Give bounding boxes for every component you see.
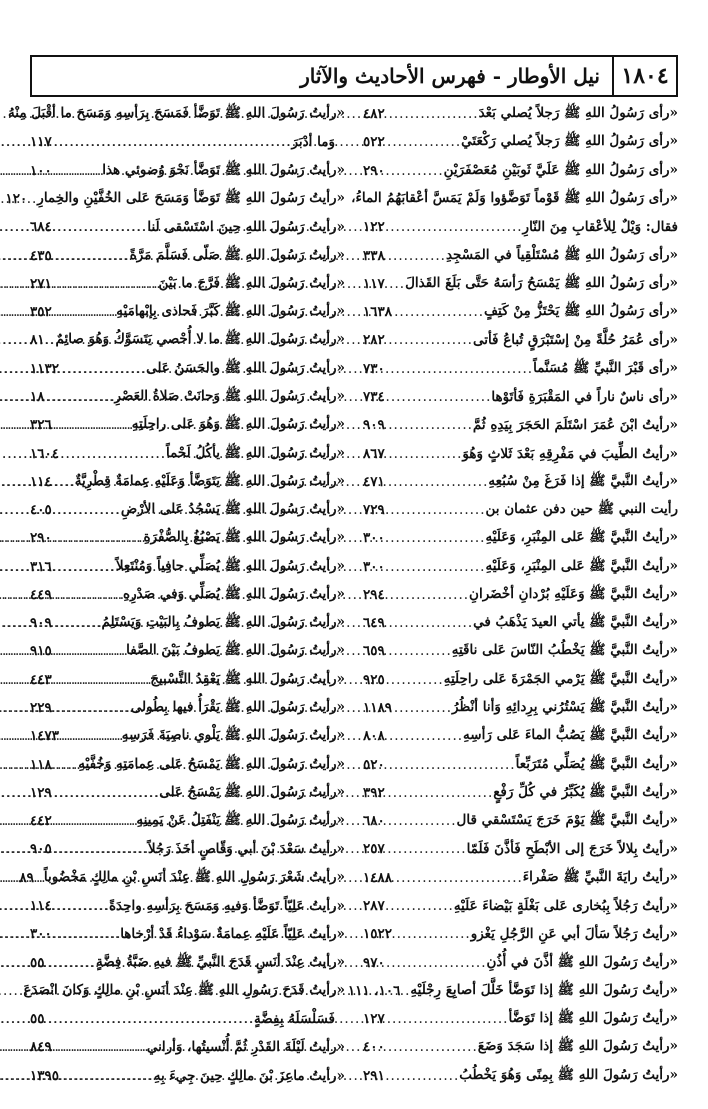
leader-dots [394,700,452,716]
entry-text: «رأيتُ النَّبيَّ ﷺ يأتي العيدَ يَذْهَبُ في [473,614,678,631]
leader-dots [54,700,131,716]
entry-text: «رأى رَسُولُ اللهِ ﷺ رَجلاً يُصلي رَكْعَتَيْ [461,133,678,150]
leader-dots [54,898,109,914]
entry-text: «رأيتُ النَّبيَّ ﷺ عَلى المِنْبَرِ، وَعَلَيْهِ [485,529,678,546]
entry-page-number: ٦٨٠ [363,813,385,830]
entry-text: «رأيتُ لَيْلَةَ القَدْرِ ثُمَّ أُنْسيتُها، وَأراني [146,1039,345,1056]
index-entry [363,128,678,156]
entry-text: «رأى رَسُولُ اللهِ ﷺ قَوْماً تَوَضَّؤوا وَلَمْ يَمَسَّ أعْقابَهُمُ الماءُ، [351,189,678,206]
entry-page-number: ٤٧١ [363,473,385,490]
leader-dots [54,841,148,857]
entry-text: «رأيتُ رَسُولَ اللهِ ﷺ صَلّى فَسَلَّمَ مَرَّةً [129,246,345,263]
entry-text: «رأى رَسُولُ اللهِ ﷺ يَمْسَحُ رَأسَهُ حَتَّى بَلَغَ القَذالَ [405,274,678,291]
index-entry [363,807,678,835]
entry-page-number: ٢٩١ [363,1067,385,1084]
leader-dots [387,361,533,377]
index-entry [363,1062,678,1090]
leader-dots [387,219,523,235]
entry-text: «رأيتُ النَّبيَّ ﷺ عَلى المِنْبَرِ، وَعَلَيْهِ [485,557,678,574]
entry-page-number: ١١٨٩ [363,700,393,717]
entry-text: «رأيتُ النَّبيَّ ﷺ وَعَلَيْهِ بُرْدانِ أخْضَرانِ [469,585,678,602]
entry-page-number: ٥٥ [30,1011,45,1028]
entry-text: «رأى رَسُولُ اللهِ ﷺ مُسْتَلْقِياً في المَسْجِدِ [445,246,678,263]
leader-dots [54,587,123,603]
entry-text: «رأيتُ بِلالاً خَرَجَ إلى الأبْطَحِ فَأذَّنَ فَلَمّا [466,841,678,858]
entry-page-number: ٣٠٠ [30,926,52,943]
entry-page-number: ٤٤٣ [30,671,52,688]
entry-text: «رأيتُ رَسُولَ اللهِ ﷺ فَرَّجَ ما بَيْنَ [158,274,345,291]
index-entry [363,666,678,694]
leader-dots [54,276,159,292]
index-entry [363,100,678,128]
entry-text: «رأى رَسُولُ اللهِ ﷺ يَحْتَزُّ مِنْ كَتِفٍ [484,303,678,320]
leader-dots [61,728,122,744]
index-entry [363,581,678,609]
entry-text: «رأيتُ رَسُولَ اللهِ ﷺ وَحانَتْ صَلاةُ العَصْرِ [114,387,345,404]
entry-page-number: ١٨ [30,388,45,405]
entry-text: «رأيتُ النَّبيَّ ﷺ يُكَبِّرُ في كُلِّ رَفْعٍ [493,783,678,800]
index-entry [363,948,678,976]
leader-dots [36,870,44,886]
index-entry [30,411,345,439]
leader-dots [61,1068,154,1084]
entry-page-number: ٥٢٠ [363,756,385,773]
entry-text: «رأيتُ ابْنَ عُمَرَ اسْتَلَمَ الحَجَرَ بِيَدِهِ ثُمَّ [472,417,678,434]
index-entry [30,439,345,467]
leader-dots [387,841,467,857]
entry-page-number: ٢٩٠ [30,530,52,547]
entry-page-number: ٣٢٦ [30,417,52,434]
entry-text: «رأيتُ رَسُولَ اللهِ ﷺ تَوَضَّأ وَمَسَحَ عَلى الخُفَّيْنِ والخِمارِ [37,189,345,206]
leader-dots [402,983,410,999]
page-header [30,55,678,97]
entry-text: «رأيتُ سَعْدَ بْنَ أبي وَقّاصٍ أخَذَ رَجُلاً [147,841,345,858]
leader-dots [387,389,492,405]
index-entry [363,213,678,241]
right-column [347,100,678,1090]
entry-page-number: ٣١٦ [30,558,52,575]
entry-page-number: ٢٩٠ [363,162,385,179]
index-entry [363,157,678,185]
index-entry [363,496,678,524]
entry-text: «رأيتُ رَسُولَ اللهِ ﷺ يَنْفَتِلُ عَنْ يَمِينِهِ [136,812,345,829]
index-entry [30,637,345,665]
entry-page-number: ٢٢٩ [30,700,52,717]
entry-text: «رأيتُ رَسُولَ اللهِ حِينَ اسْتَسْقى لَنا [147,219,345,236]
index-entry [363,779,678,807]
index-entry [30,157,345,185]
index-entry [30,355,345,383]
entry-text: «رأيتُ رَسُولَ اللهِ ﷺ ما لا أُحْصي يَتَسَوَّكُ وَهُوَ صائِمٌ [55,331,345,348]
leader-dots [387,1068,460,1084]
entry-text: «رأيتُ رَسُولَ اللهِ ﷺ يُصَلِّي حافِياً وَمُنْتَعِلاً [115,557,345,574]
index-entry [30,496,345,524]
index-entry [30,750,345,778]
index-entry [30,298,345,326]
index-entry [363,920,678,948]
leader-dots [54,672,150,688]
index-entry-continuation [30,128,345,156]
entry-text: «رأيتُ قَدَحَ رَسُولِ اللهِ ﷺ عِنْدَ أنَسِ بْنِ مالِكٍ وَكانَ انْصَدَعَ [23,981,345,998]
leader-dots [387,813,457,829]
entry-page-number: ١٢٧ [363,1011,385,1028]
entry-text: فقال: وَيْلٌ لِلأعْقابِ مِنَ النّارِ [522,219,678,236]
leader-dots [387,332,473,348]
entry-page-number: ٢٧١ [30,275,52,292]
entry-page-number: ٨٩ [19,869,34,886]
entry-text: «رأيتُ رَسُولَ اللهِ ﷺ يَعْقِدُ التَّسْبيحَ [150,670,345,687]
entry-text: «رأيتُ رَسُولَ اللهِ ﷺ يَطوفُ بِالبَيْتِ وَيَسْتَلِمُ [101,614,345,631]
leader-dots [387,163,444,179]
entry-page-number: ٧٣٠ [363,360,385,377]
index-entry [351,185,678,213]
entry-text: «رأيتُ رَسُولَ اللهِ ﷺ تَوَضَّأ فَمَسَحَ بِرَأسِهِ وَمَسَحَ ما أقْبَلَ مِنْهُ [8,105,345,122]
index-entry [30,581,345,609]
entry-page-number: ٩٢٥ [363,671,385,688]
entry-page-number: ١١٧ [363,275,385,292]
entry-page-number: ٥٥ [30,954,45,971]
index-entry [363,637,678,665]
index-entry [363,1005,678,1033]
leader-dots [387,530,486,546]
leader-dots [54,417,132,433]
entry-text: رأيت النبي ﷺ حين دفن عثمان بن [485,501,678,518]
leader-dots [54,502,121,518]
leader-dots [394,870,523,886]
leader-dots [47,1011,255,1027]
entry-text: «رأيتُ النَّبيَّ ﷺ يَرْمي الجَمْرَةَ عَلى راحِلَتِهِ [443,670,678,687]
entry-page-number: ٦٨٤ [30,219,52,236]
entry-page-number: ١٠٦، ١١١ [347,982,401,999]
index-entry [363,722,678,750]
leader-dots [54,163,102,179]
leader-dots [54,219,148,235]
leader-dots [54,304,117,320]
page-number: ١٨٠٤ [612,57,676,95]
entry-page-number: ١٤٧٣ [30,728,60,745]
index-entry [363,326,678,354]
entry-page-number: ٣٥٢ [30,304,52,321]
entry-text: «رأيتُ رَسُولَ اللهِ ﷺ يَمْسَحُ عَلى [159,783,345,800]
entry-text: «رأيتُ رَجُلاً بِبُخارى عَلى بَغْلَةٍ بَيْضاءَ عَلَيْهِ [453,898,678,915]
entry-text: «رأيتُ رَسُولَ اللهِ ﷺ بِمِنًى وَهُوَ يَخْطُبُ [459,1066,678,1083]
leader-dots [54,926,120,942]
entry-page-number: ١٦٠٤ [30,445,60,462]
index-entry [30,241,345,269]
leader-dots [54,813,137,829]
entry-text: «رأيتُ النَّبيَّ ﷺ يَخْطُبُ النّاسَ عَلى ناقَتِهِ [451,642,678,659]
leader-dots [61,446,166,462]
entry-text: فَسَلْسَلَهُ بِفِضَّةٍ [254,1011,335,1028]
entry-page-number: ١٣٩٥ [30,1067,60,1084]
entry-page-number: ٤٤٢ [30,813,52,830]
index-entry [23,977,345,1005]
index-entry [30,468,345,496]
leader-dots [387,474,489,490]
index-entry [363,835,678,863]
entry-page-number: ٢٩٤ [363,586,385,603]
entry-text: «رأيتُ رَسُولَ اللهِ ﷺ يَتَوَضَّأ وَعَلَيْهِ عِمامَةٌ قِطْرِيَّةٌ [74,472,345,489]
index-entry [30,666,345,694]
entry-text: «رأى عُمَرُ حُلَّةً مِنْ إسْتَبْرَقٍ تُباعُ فَأتى [472,332,678,349]
index-entry [363,750,678,778]
entry-page-number: ٤٠٠ [363,1039,385,1056]
index-entry [30,835,345,863]
entry-page-number: ٨٤٩ [30,1039,52,1056]
index-entry [30,383,345,411]
index-entry [363,439,678,467]
entry-page-number: ١١٧ [30,134,52,151]
leader-dots [387,106,479,122]
leader-dots [387,248,446,264]
index-entry [8,100,345,128]
entry-text: وَما أدْبَرَ [291,134,335,151]
entry-page-number: ٣٩٢ [363,784,385,801]
index-entry [363,270,678,298]
entry-page-number: ٥٢٢ [363,134,385,151]
entry-page-number: ٤٤٩ [30,586,52,603]
leader-dots [394,926,471,942]
leader-dots [387,559,486,575]
leader-dots [47,389,115,405]
entry-text: «رأى ناسٌ ناراً في المَقْبَرَةِ فَأتَوْها [491,388,678,405]
index-entry [363,1033,678,1061]
entry-text: «رأيتُ عَلِيّاً تَوَضَّأ وَفيهِ وَمَسَحَ بِرَأسِهِ واحِدَةً [108,898,345,915]
entry-page-number: ٨١ [30,332,45,349]
entry-page-number: ٧٢٩ [363,502,385,519]
entry-text: «رأيتُ النَّبيَّ ﷺ يَسْتُرُني بِرِدائِهِ وَأنا أنْظُرُ [452,699,678,716]
entry-text: «رأيتُ الطِّيبَ في مَفْرِقِهِ بَعْدَ ثَلاثٍ وَهُوَ [462,445,678,462]
leader-dots [54,530,144,546]
entry-page-number: ١١٨ [30,756,52,773]
entry-page-number: ١٢٢ [363,219,385,236]
entry-page-number: ١١٤ [30,473,52,490]
leader-dots [29,191,37,207]
entry-text: «رأيتُ رَسُولَ اللهِ ﷺ إذا تَوَضَّأ [508,1010,678,1027]
entry-text: «رأيتُ النَّبيَّ ﷺ إذا فَرَغَ مِنْ سُبُعِهِ [488,472,678,489]
leader-dots [54,134,292,150]
index-entry [363,864,678,892]
leader-dots [387,672,444,688]
index-entry [30,553,345,581]
index-entry [363,298,678,326]
entry-text: «رأيتُ رَسُولَ اللهِ ﷺ أذَّنَ في أُذُنِ [486,953,678,970]
index-entry [30,1033,345,1061]
leader-dots [387,1011,509,1027]
entry-text: «رأيتُ رَسُولَ اللهِ ﷺ يَطوفُ بَيْنَ الصَّفا [126,642,345,659]
entry-text: «رأيتُ شَعْرَ رَسُولِ اللهِ ﷺ عِنْدَ أنَسِ بْنِ مالِكٍ مَخْضُوباً [43,868,345,885]
entry-text: «رأيتُ رَسُولَ اللهِ ﷺ يُصَلِّي وَفي صَدْرِهِ [123,585,345,602]
entry-text: «رأى رَسُولُ اللهِ ﷺ رَجلاً يُصلي بَعْدَ [478,105,678,122]
entry-page-number: ٤٣٥ [30,247,52,264]
index-entry [30,920,345,948]
entry-page-number: ١١٣٢ [30,360,60,377]
entry-page-number: ٦٥٩ [363,643,385,660]
entry-page-number: ٩١٥ [30,643,52,660]
index-entry [30,1062,345,1090]
leader-dots [387,898,454,914]
entry-text: «رأى رَسُولُ اللهِ ﷺ عَلَيَّ ثَوبَيْنِ مُعَصْفَرَيْنِ [443,161,678,178]
entry-page-number: ٩٠٩ [30,615,52,632]
entry-text: «رأيتُ رَسُولَ اللهِ ﷺ إذا سَجَدَ وَضَعَ [477,1038,678,1055]
entry-text: «رأيتُ النَّبيَّ ﷺ يُصَلِّي مُتَرَبِّعاً [515,755,678,772]
index-entry [30,948,345,976]
entry-page-number: ١٠٠ [30,162,52,179]
leader-dots [54,474,75,490]
index-entry [363,383,678,411]
entry-page-number: ١٢٩ [30,784,52,801]
leader-dots [54,1039,147,1055]
entry-page-number: ٤٠٥ [30,502,52,519]
entry-page-number: ٤٨٢ [363,106,385,123]
leader-dots [61,361,146,377]
index-entry [363,524,678,552]
index-entry-continuation [30,1005,345,1033]
leader-dots [54,248,130,264]
entry-page-number: ٩٠٥ [30,841,52,858]
entry-page-number: ١٤٨٨ [363,869,393,886]
entry-page-number: ٦٤٩ [363,615,385,632]
entry-text: «رأيتُ النَّبيَّ ﷺ يَصُبُّ الماءَ عَلى رَأسِهِ [463,727,678,744]
leader-dots [394,304,484,320]
leader-dots [387,757,516,773]
entry-page-number: ٣٠٠ [363,558,385,575]
entry-text: «رأيتُ رَسُولَ اللهِ ﷺ يَقْرَأُ فيها بِطُولى [130,699,345,716]
entry-page-number: ١٥٢٢ [363,926,393,943]
leader-dots [387,502,486,518]
leader-dots [47,955,96,971]
index-columns [5,100,678,1090]
leader-dots [387,446,463,462]
index-entry [30,270,345,298]
index-entry [363,694,678,722]
entry-page-number: ٣٠٠ [363,530,385,547]
entry-text: «رأيتُ رَسُولَ اللهِ ﷺ إذا تَوَضَّأ خَلَّلَ أصابِعَ رِجْلَيْهِ [410,981,678,998]
entry-text: «رأيتُ رَسُولَ اللهِ ﷺ يَلْوي ناصِيَةَ فَرَسِهِ [121,727,345,744]
leader-dots [387,587,469,603]
entry-page-number: ٢٨٧ [363,898,385,915]
index-entry [30,524,345,552]
entry-text: «رأيتُ رايَةَ النَّبيِّ ﷺ صَفْراءَ [522,868,678,885]
entry-page-number: ٩٧٠ [363,954,385,971]
leader-dots [54,559,116,575]
leader-dots [387,1039,478,1055]
entry-page-number: ٢٨٢ [363,332,385,349]
entry-text: «رأيتُ عَلِيّاً عَلَيْهِ عِمامَةٌ سَوْداءُ قَدْ أرْخاها [120,926,345,943]
leader-dots [54,757,79,773]
entry-page-number: ١١٤ [30,898,52,915]
leader-dots [54,785,159,801]
index-entry [363,355,678,383]
entry-text: «رأيتُ رَسُولَ اللهِ ﷺ يأكُلُ لَحْماً [166,444,345,461]
entry-page-number: ٩٠٩ [363,417,385,434]
index-entry [363,468,678,496]
entry-text: «رأى قَبْرَ النَّبيِّ ﷺ مُسَنَّماً [533,359,678,376]
index-entry [363,553,678,581]
leader-dots [387,276,405,292]
index-entry [30,694,345,722]
leader-dots [54,643,126,659]
entry-text: «رأيتُ رَجُلاً سَألَ أبي عَنِ الرَّجُلِ يَغْزو [470,926,678,943]
index-entry [363,609,678,637]
index-entry [363,411,678,439]
index-entry [30,213,345,241]
left-column [5,100,345,1090]
entry-page-number: ١٢٠ [5,190,28,207]
entry-text: «رأيتُ رَسُولَ اللهِ ﷺ يَمْسَحُ عَلى عِمامَتِهِ وَخُفَّيْهِ [78,755,345,772]
leader-dots [54,615,102,631]
index-entry [30,779,345,807]
entry-page-number: ٧٣٤ [363,388,385,405]
leader-dots [387,728,463,744]
entry-text: «رأيتُ ماعِزَ بْنَ مالِكٍ حِينَ جِيءَ بِهِ [153,1067,345,1084]
index-entry [30,722,345,750]
leader-dots [387,615,473,631]
index-entry [30,609,345,637]
index-entry [5,185,345,213]
entry-page-number: ٨٦٧ [363,445,385,462]
entry-page-number: ٢٥٧ [363,841,385,858]
leader-dots [387,643,452,659]
leader-dots [387,955,487,971]
leader-dots [387,785,493,801]
entry-text: «رأيتُ رَسُولَ اللهِ ﷺ يَسْجُدُ عَلى الأرْضِ [120,501,345,518]
entry-page-number: ٣٣٨ [363,247,385,264]
entry-text: «رأيتُ رَسُولَ اللهِ ﷺ وَهُوَ عَلى راحِلَتِهِ [131,416,345,433]
index-entry [363,892,678,920]
entry-text: «رأيتُ رَسُولَ اللهِ ﷺ والحَسَنُ عَلى [146,359,345,376]
entry-text: «رأيتُ رَسُولَ اللهِ ﷺ يَصْبُغُ بِالصُّفْرَةِ [143,529,345,546]
index-entry [30,326,345,354]
entry-page-number: ١٦٣٨ [363,304,393,321]
index-entry [347,977,678,1005]
index-entry [30,892,345,920]
leader-dots [387,134,461,150]
entry-text: «رأيتُ رَسُولَ اللهِ ﷺ تَوَضَّأ نَحْوَ وُضوئي هذا [102,161,345,178]
leader-dots [387,417,473,433]
index-entry [363,241,678,269]
index-entry [19,864,345,892]
leader-dots [47,332,56,348]
entry-text: «رأيتُ عِنْدَ أنَسٍ قَدَحَ النَّبيِّ ﷺ فيهِ ضَبَّةُ فِضَّةٍ [95,953,345,970]
entry-text: «رأيتُ رَسُولَ اللهِ ﷺ كَبَّرَ فَحاذى بِإبْهامَيْهِ [116,303,345,320]
index-entry [30,807,345,835]
entry-text: «رأيتُ النَّبيَّ ﷺ يَوْمَ خَرَجَ يَسْتَسْقي قال [456,812,678,829]
page-title: نيل الأوطار - فهرس الأحاديث والآثار [300,64,600,88]
entry-page-number: ٨٠٨ [363,728,385,745]
